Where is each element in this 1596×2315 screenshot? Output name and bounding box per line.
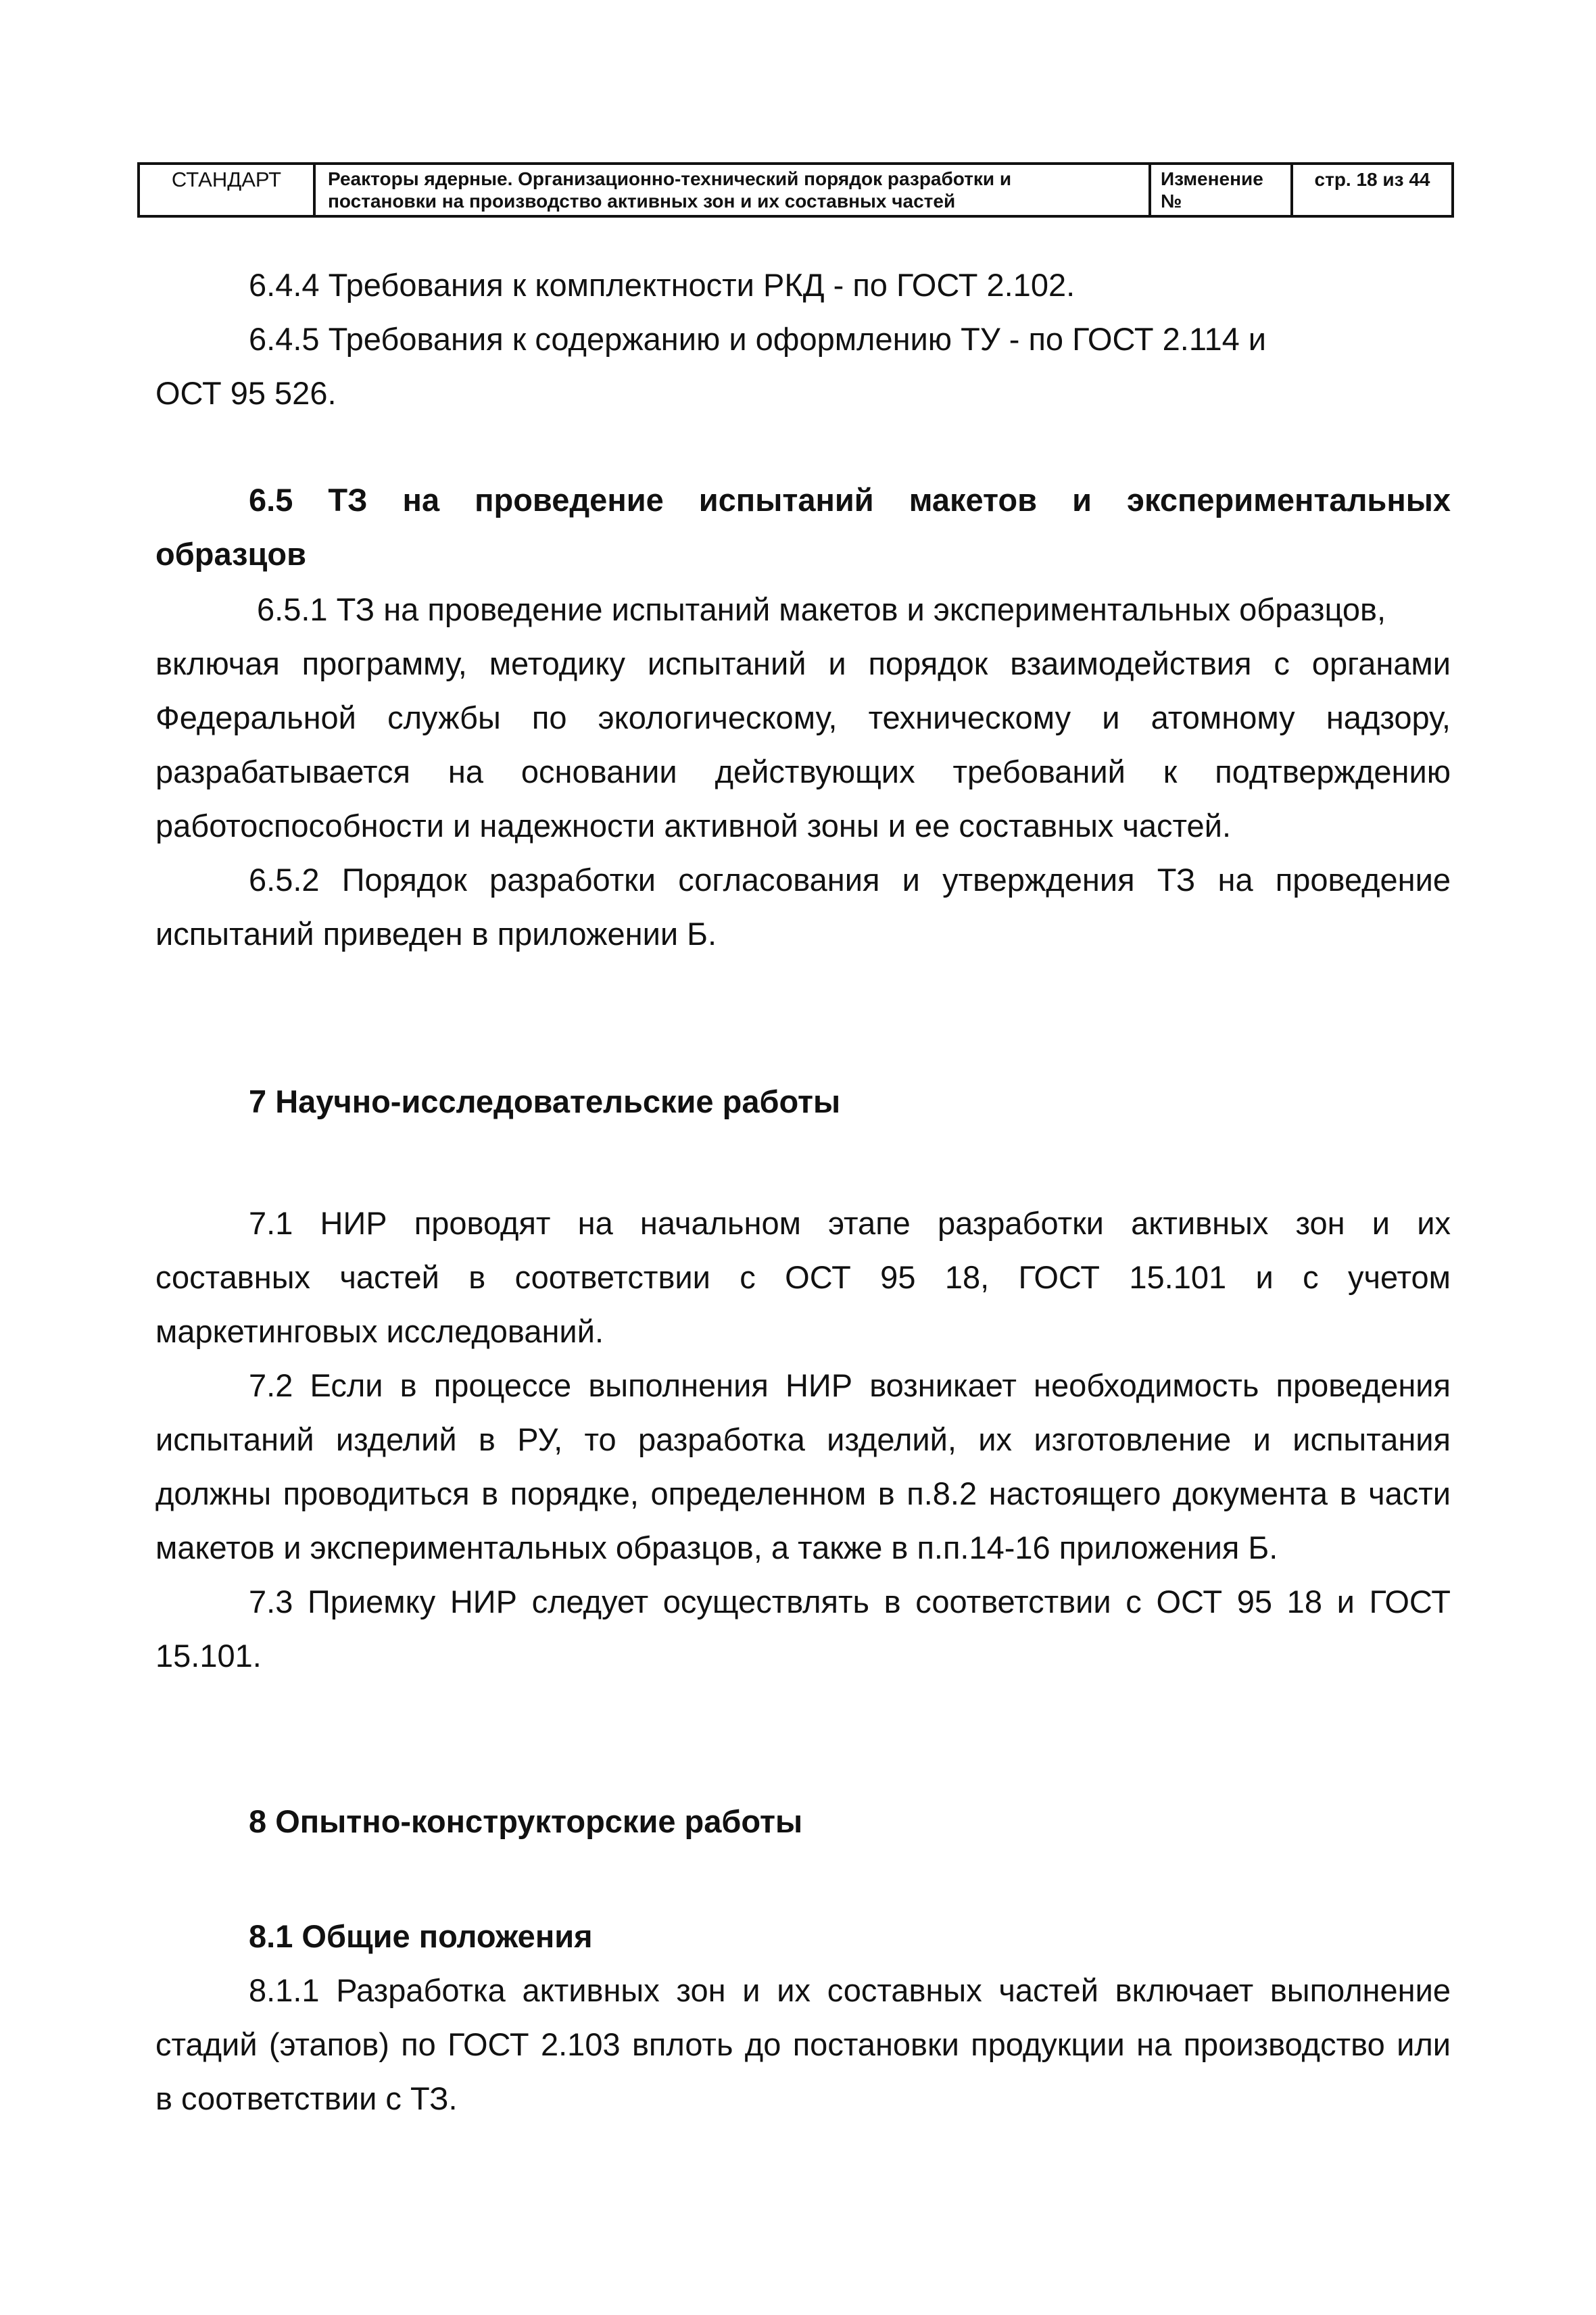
paragraph-6-5-1-line4: разрабатывается на основании действующих требований к подтверждению (155, 754, 1451, 789)
section-heading-8-1: 8.1 Общие положения (249, 1918, 593, 1954)
header-title-cell (316, 165, 1151, 215)
section-heading-8: 8 Опытно-конструкторские работы (249, 1803, 803, 1839)
header-change-line1: Изменение (1161, 168, 1263, 189)
header-page-cell (1293, 165, 1451, 215)
header-title-line2: постановки на производство активных зон и их составных частей (328, 191, 956, 212)
section-heading-6-5-line2: образцов (155, 536, 307, 572)
paragraph-6-5-1-line3: Федеральной службы по экологическому, техническому и атомному надзору, (155, 700, 1451, 735)
header-page-number: стр. 18 из 44 (1314, 169, 1430, 190)
paragraph-7-1-line2: составных частей в соответствии с ОСТ 95 18, ГОСТ 15.101 и с учетом (155, 1259, 1451, 1295)
paragraph-6-5-1-line2: включая программу, методику испытаний и порядок взаимодействия с органами (155, 645, 1451, 681)
header-change-line2: № (1161, 191, 1182, 212)
section-heading-7: 7 Научно-исследовательские работы (249, 1083, 841, 1119)
header-standard-label: СТАНДАРТ (171, 168, 282, 191)
paragraph-7-2-line1: 7.2 Если в процессе выполнения НИР возникает необходимость проведения (249, 1367, 1451, 1403)
header-standard-cell (140, 165, 316, 215)
paragraph-6-4-5-line1: 6.4.5 Требования к содержанию и оформлению ТУ - по ГОСТ 2.114 и (249, 321, 1267, 357)
paragraph-8-1-1-line1: 8.1.1 Разработка активных зон и их составных частей включает выполнение (249, 1972, 1451, 2008)
paragraph-6-4-4: 6.4.4 Требования к комплектности РКД - по ГОСТ 2.102. (249, 267, 1075, 303)
header-change-cell (1151, 165, 1293, 215)
paragraph-6-5-1-line5: работоспособности и надежности активной зоны и ее составных частей. (155, 808, 1232, 844)
header-title-line1: Реакторы ядерные. Организационно-технический порядок разработки и (328, 168, 1012, 189)
paragraph-8-1-1-line2: стадий (этапов) по ГОСТ 2.103 вплоть до постановки продукции на производство или (155, 2026, 1451, 2062)
paragraph-6-4-5-line2: ОСТ 95 526. (155, 375, 337, 411)
paragraph-8-1-1-line3: в соответствии с ТЗ. (155, 2080, 458, 2116)
document-header-table (137, 162, 1454, 218)
paragraph-7-2-line4: макетов и экспериментальных образцов, а также в п.п.14-16 приложения Б. (155, 1530, 1278, 1565)
paragraph-6-5-2-line2: испытаний приведен в приложении Б. (155, 916, 717, 952)
paragraph-6-5-2-line1: 6.5.2 Порядок разработки согласования и утверждения ТЗ на проведение (249, 862, 1451, 898)
paragraph-7-2-line3: должны проводиться в порядке, определенном в п.8.2 настоящего документа в части (155, 1476, 1451, 1511)
paragraph-6-5-1-line1: 6.5.1 ТЗ на проведение испытаний макетов и экспериментальных образцов, (257, 591, 1386, 627)
paragraph-7-1-line3: маркетинговых исследований. (155, 1313, 604, 1349)
paragraph-7-2-line2: испытаний изделий в РУ, то разработка изделий, их изготовление и испытания (155, 1421, 1451, 1457)
section-heading-6-5-line1: 6.5 ТЗ на проведение испытаний макетов и экспериментальных (249, 482, 1451, 518)
paragraph-7-3-line2: 15.101. (155, 1638, 262, 1674)
paragraph-7-3-line1: 7.3 Приемку НИР следует осуществлять в соответствии с ОСТ 95 18 и ГОСТ (249, 1584, 1451, 1619)
paragraph-7-1-line1: 7.1 НИР проводят на начальном этапе разработки активных зон и их (249, 1205, 1451, 1241)
